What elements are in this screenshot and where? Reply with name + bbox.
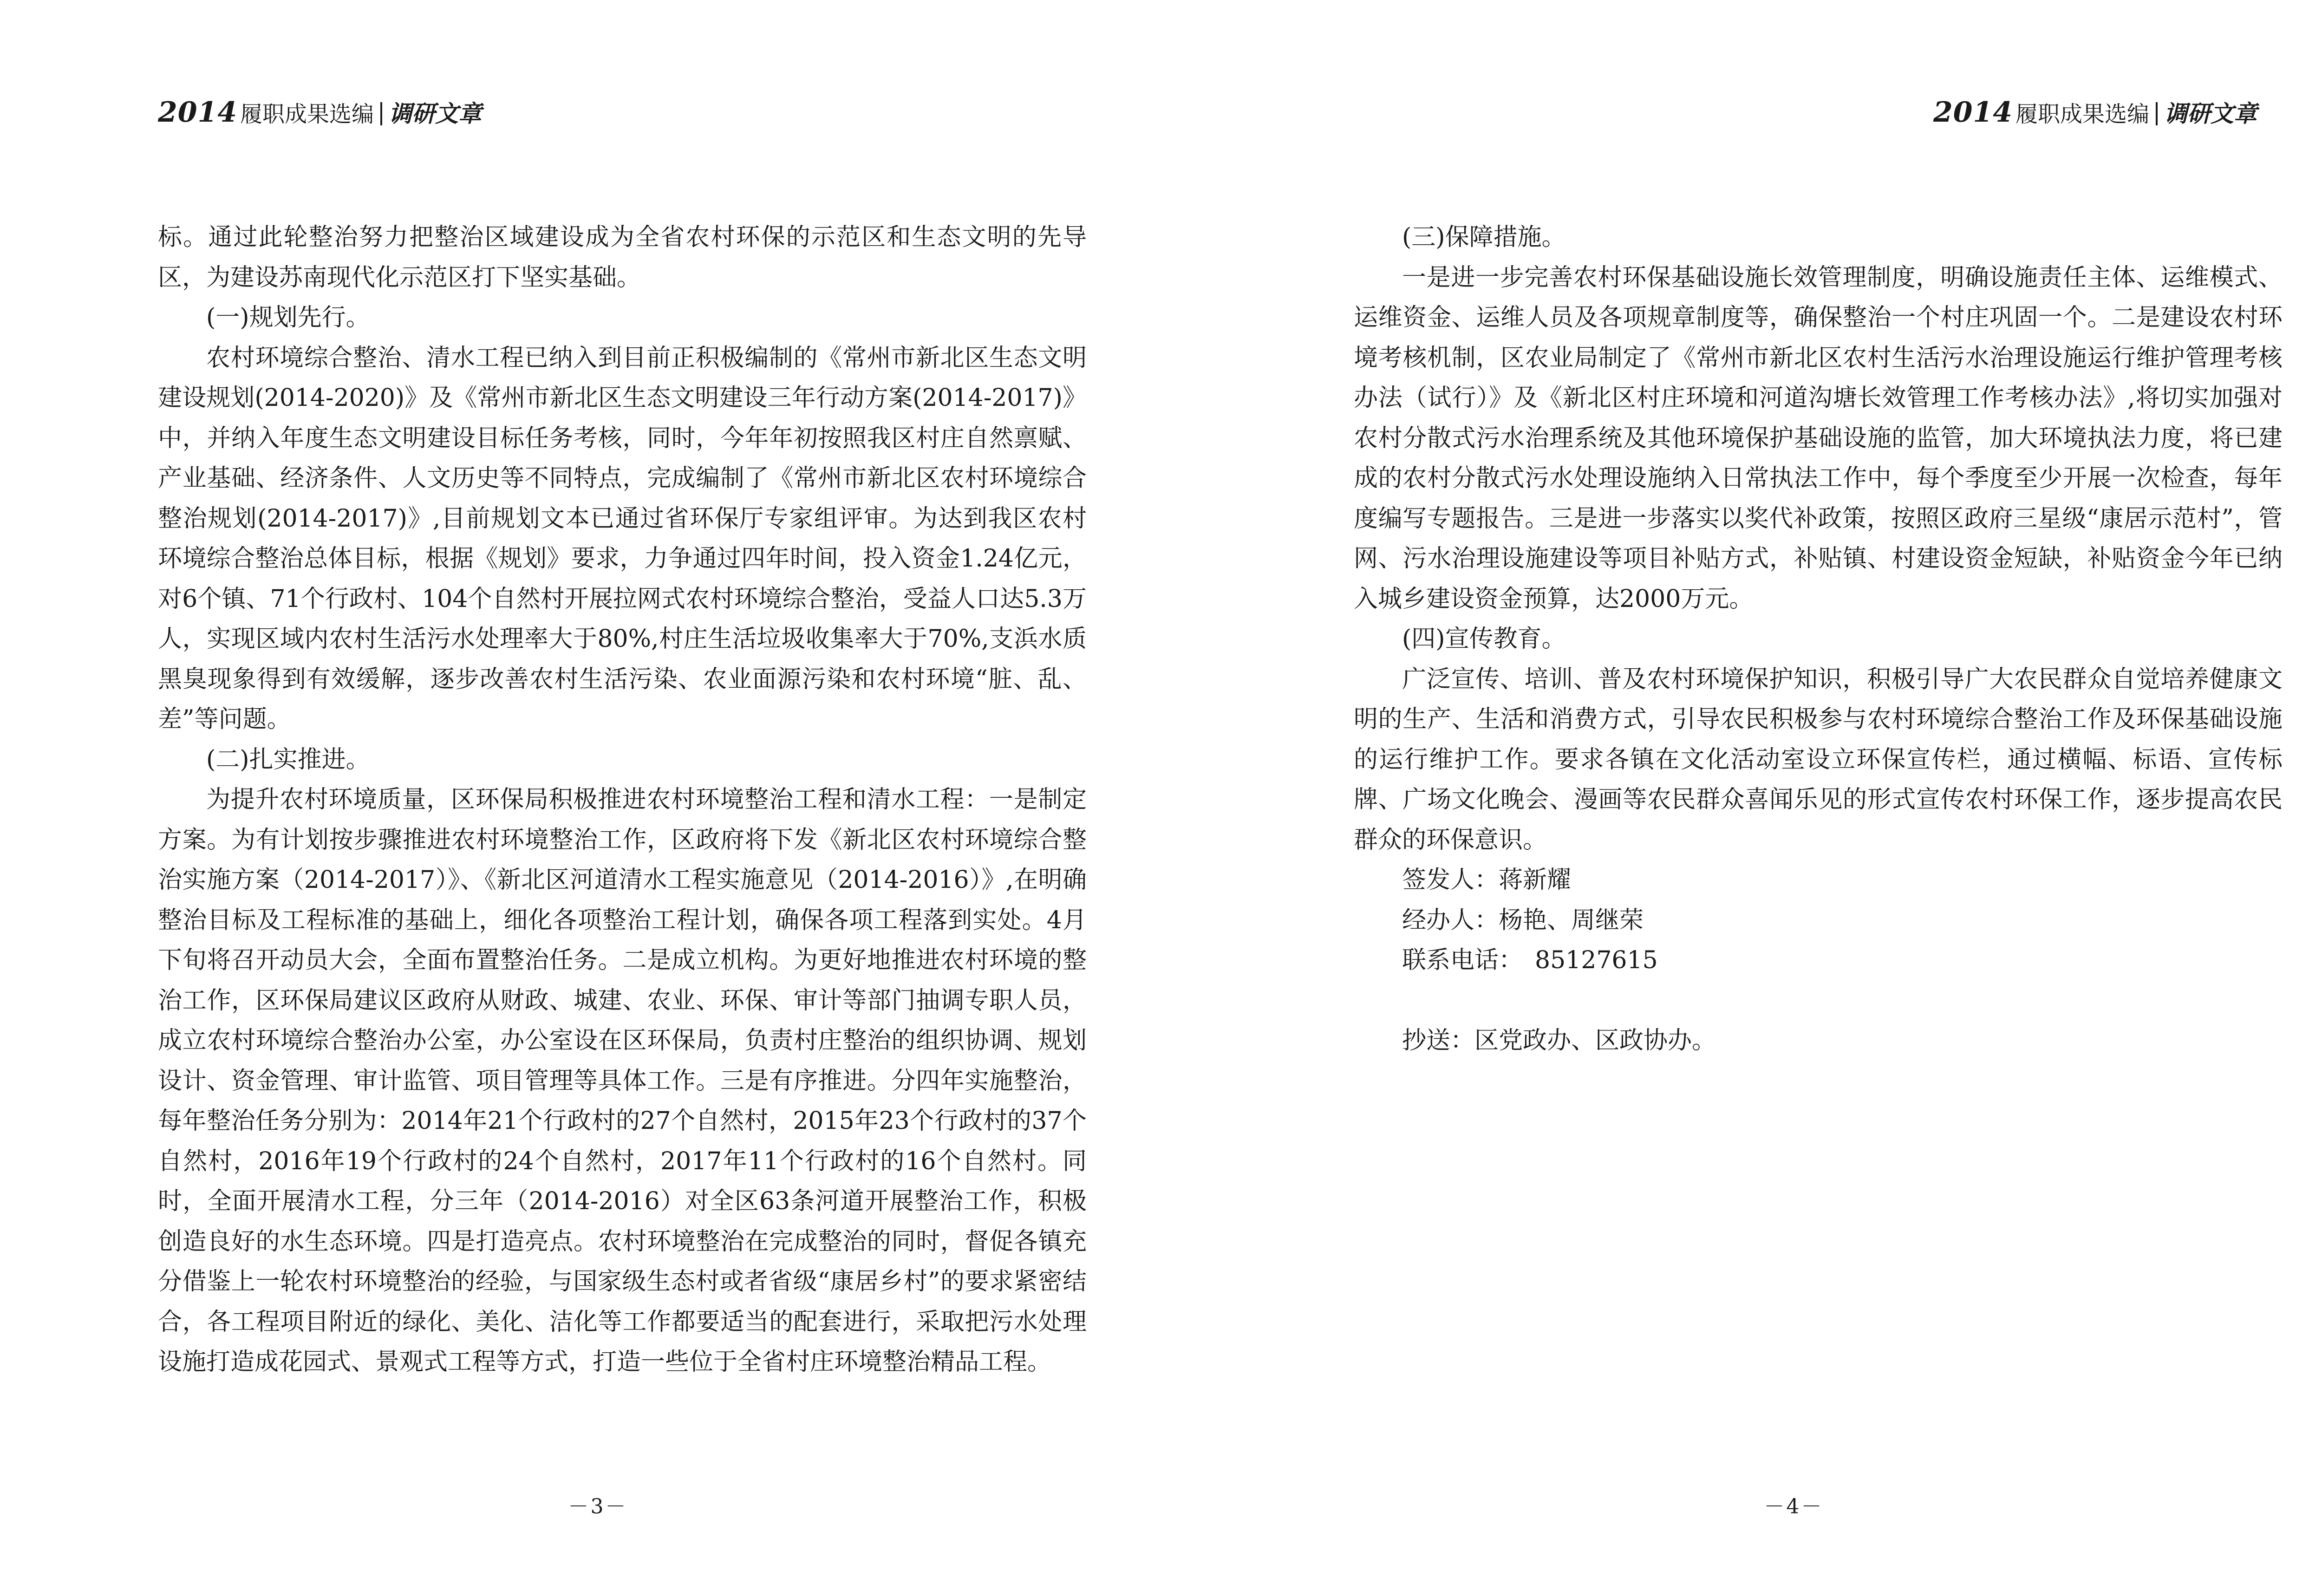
header-collection-title: 履职成果选编 [240,101,374,127]
header-collection-title: 履职成果选编 [2015,101,2149,127]
section-heading: (三)保障措施。 [1402,223,1566,251]
page-number: －3－ [568,1495,628,1518]
body-text [158,217,1087,1382]
body-paragraph: 一是进一步完善农村环保基础设施长效管理制度，明确设施责任主体、运维模式、运维资金、运维人员及各项规章制度等，确保整治一个村庄巩固一个。二是建设农村环境考核机制，区农业局制定了《常州市新北区农村生活污水治理设施运行维护管理考核办法（试行）》及《新北区村庄环境和河道沟塘长效管理工作考核办法》,将切实加强对农村分散式污水治理系统及其他环境保护基础设施的监管，加大环境执法力度，将已建成的农村分散式污水处理设施纳入日常执法工作中，每个季度至少开展一次检查，每年度编写专题报告。三是进一步落实以奖代补政策，按照区政府三星级“康居示范村”，管网、污水治理设施建设等项目补贴方式，补贴镇、村建设资金短缺，补贴资金今年已纳入城乡建设资金预算，达2000万元。 [1354,263,2283,613]
body-paragraph: 为提升农村环境质量，区环保局积极推进农村环境整治工程和清水工程：一是制定方案。为有计划按步骤推进农村环境整治工作，区政府将下发《新北区农村环境综合整治实施方案（2014-2017）》、《新北区河道清水工程实施意见（2014-2016）》,在明确整治目标及工程标准的基础上，细化各项整治工程计划，确保各项工程落到实处。4月下旬将召开动员大会，全面布置整治任务。二是成立机构。为更好地推进农村环境的整治工作，区环保局建议区政府从财政、城建、农业、环保、审计等部门抽调专职人员，成立农村环境综合整治办公室，办公室设在区环保局，负责村庄整治的组织协调、规划设计、资金管理、审计监管、项目管理等具体工作。三是有序推进。分四年实施整治，每年整治任务分别为：2014年21个行政村的27个自然村，2015年23个行政村的37个自然村，2016年19个行政村的24个自然村，2017年11个行政村的16个自然村。同时，全面开展清水工程，分三年（2014-2016）对全区63条河道开展整治工作，积极创造良好的水生态环境。四是打造亮点。农村环境整治在完成整治的同时，督促各镇充分借鉴上一轮农村环境整治的经验，与国家级生态村或者省级“康居乡村”的要求紧密结合，各工程项目附近的绿化、美化、洁化等工作都要适当的配套进行，采取把污水处理设施打造成花园式、景观式工程等方式，打造一些位于全省村庄环境整治精品工程。 [158,786,1087,1376]
header-section-title: 调研文章 [2164,100,2257,127]
body-paragraph: 农村环境综合整治、清水工程已纳入到目前正积极编制的《常州市新北区生态文明建设规划(2014-2020)》及《常州市新北区生态文明建设三年行动方案(2014-2017)》中，并纳入年度生态文明建设目标任务考核，同时，今年年初按照我区村庄自然禀赋、产业基础、经济条件、人文历史等不同特点，完成编制了《常州市新北区农村环境综合整治规划(2014-2017)》,目前规划文本已通过省环保厅专家组评审。为达到我区农村环境综合整治总体目标，根据《规划》要求，力争通过四年时间，投入资金1.24亿元，对6个镇、71个行政村、104个自然村开展拉网式农村环境综合整治，受益人口达5.3万人，实现区域内农村生活污水处理率大于80%,村庄生活垃圾收集率大于70%,支浜水质黑臭现象得到有效缓解，逐步改善农村生活污染、农业面源污染和农村环境“脏、乱、差”等问题。 [158,344,1087,733]
document-note: 经办人：杨艳、周继荣 [1402,906,1644,934]
header-year: 2014 [1933,96,2013,129]
header-divider [2156,102,2158,125]
header-divider [380,102,382,125]
document-note: 签发人：蒋新耀 [1402,866,1572,894]
body-paragraph: 广泛宣传、培训、普及农村环境保护知识，积极引导广大农民群众自觉培养健康文明的生产、生活和消费方式，引导农民积极参与农村环境综合整治工作及环保基础设施的运行维护工作。要求各镇在文化活动室设立环保宣传栏，通过横幅、标语、宣传标牌、广场文化晚会、漫画等农民群众喜闻乐见的形式宣传农村环保工作，逐步提高农民群众的环保意识。 [1354,665,2283,854]
section-heading: (一)规划先行。 [206,304,370,332]
header-section-title: 调研文章 [389,100,482,127]
body-text [1354,217,2283,1061]
document-note: 联系电话： 85127615 [1402,946,1658,974]
page-header [158,95,482,132]
document-note: 抄送：区党政办、区政协办。 [1402,1026,1716,1055]
header-year: 2014 [158,96,237,129]
blank-line [1354,981,2283,1021]
right-page [1196,0,2322,1596]
body-paragraph: 标。通过此轮整治努力把整治区域建设成为全省农村环保的示范区和生态文明的先导区，为建设苏南现代化示范区打下坚实基础。 [158,223,1087,292]
section-heading: (四)宣传教育。 [1402,625,1566,653]
section-heading: (二)扎实推进。 [206,745,370,774]
page-number: －4－ [1764,1495,1824,1518]
page-header [1933,95,2257,132]
